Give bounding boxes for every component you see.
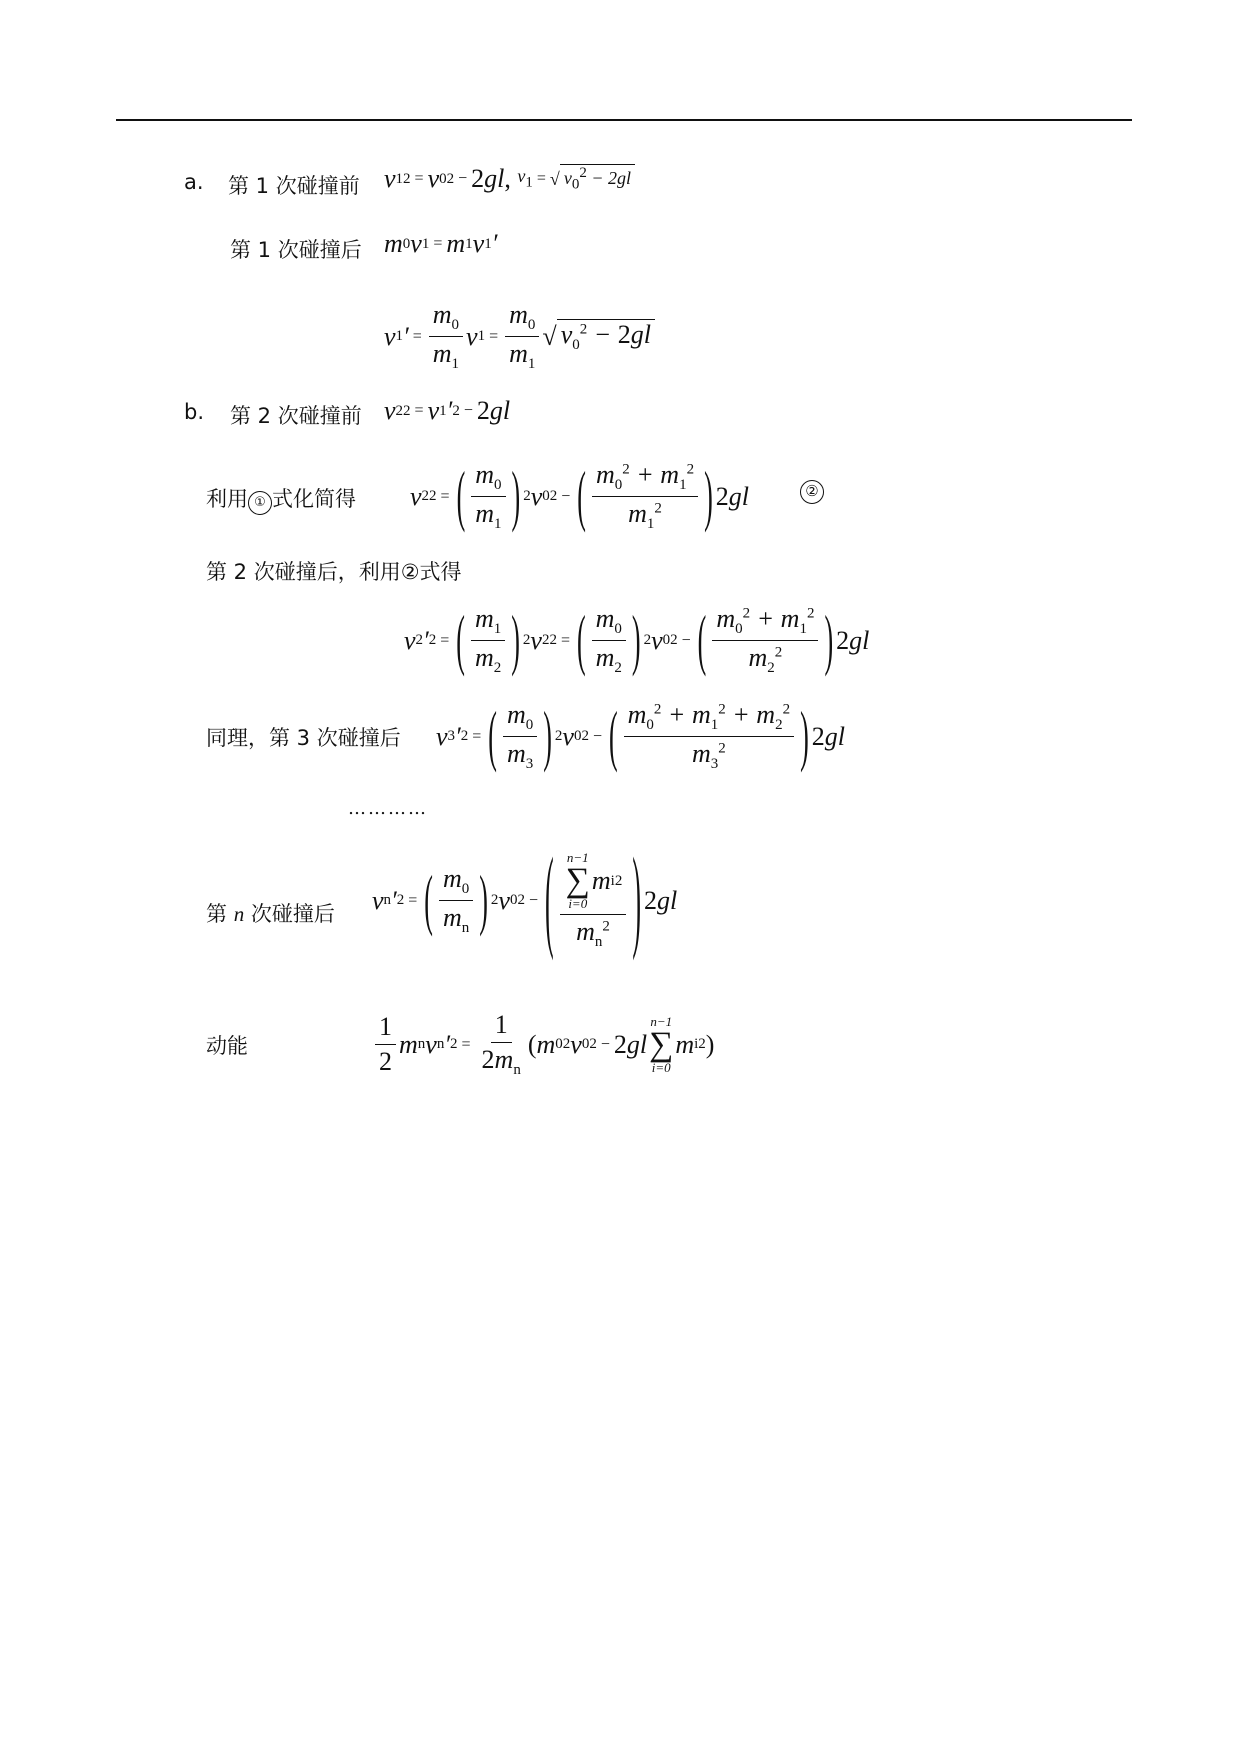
a-before-text: 第 1 次碰撞前	[228, 174, 360, 198]
formula-a1: v 1 2 = v 0 2 − 2 gl , $v_1$ = √ $v_0^2 - 2gl$	[384, 164, 635, 194]
b-before-text: 第 2 次碰撞前	[230, 404, 362, 428]
formula-b5: v n ′ 2 = ( $\frac{m_0}{m_n}$ ) 2 v 0 2 − ( n−1 ∑ i=0 m i 2 $m_n^2$ ) 2 gl	[372, 834, 678, 963]
header-rule	[116, 119, 1132, 121]
ref-1-marker: ①	[248, 491, 272, 515]
equation-number-2: ②	[800, 480, 824, 504]
a-after-text: 第 1 次碰撞后	[230, 238, 362, 262]
b-simplify-suffix: 式化简得	[272, 487, 356, 511]
b-after2-text: 第 2 次碰撞后，利用②式得	[206, 560, 462, 584]
formula-a3: v 1 ′ = $\frac{m_0}{m_1}$ v 1 = $\frac{m_0}{m_1}$ √ $v_0^2 - 2gl$	[384, 300, 655, 373]
item-a-label: a.	[184, 170, 204, 194]
formula-b2: v 2 2 = ( $\frac{m_0}{m_1}$ ) 2 v 0 2 − ( $\frac{m_0^2 + m_1^2}{m_1^2}$ ) 2 gl	[410, 457, 749, 534]
formula-b4: v 3 ′ 2 = ( $\frac{m_0}{m_3}$ ) 2 v 0 2 − ( $\frac{m_0^2 + m_1^2 + m_2^2}{m_3^2}$ ) 2 gl	[436, 697, 845, 774]
formula-a2: m 0 v 1 = m 1 v 1 ′	[384, 229, 498, 258]
formula-b1: v 2 2 = v 1 ′ 2 − 2 gl	[384, 396, 511, 425]
kinetic-text: 动能	[206, 1034, 248, 1058]
b-simplify-prefix: 利用	[206, 487, 248, 511]
b-simplify-text	[206, 483, 356, 515]
formula-b6: $\frac{1}{2}$ m n v n ′ 2 = $\frac{1}{2m_n}$ ( m 0 2 v 0 2 − 2 gl n−1 ∑ i=0 m i 2 )	[372, 1010, 714, 1079]
nth-n: n	[233, 902, 245, 926]
item-b-label: b.	[184, 400, 205, 424]
nth-prefix: 第	[206, 902, 234, 926]
nth-suffix: 次碰撞后	[244, 902, 335, 926]
nth-after-text	[206, 898, 335, 928]
formula-b3: v 2 ′ 2 = ( $\frac{m_1}{m_2}$ ) 2 v 2 2 = ( $\frac{m_0}{m_2}$ ) 2 v 0 2 − ( $\frac{m_0^2 + m_1^2}{m_2^2}$ ) 2 gl	[404, 601, 870, 678]
same-third-text: 同理，第 3 次碰撞后	[206, 726, 401, 750]
ellipsis: …………	[348, 798, 428, 819]
